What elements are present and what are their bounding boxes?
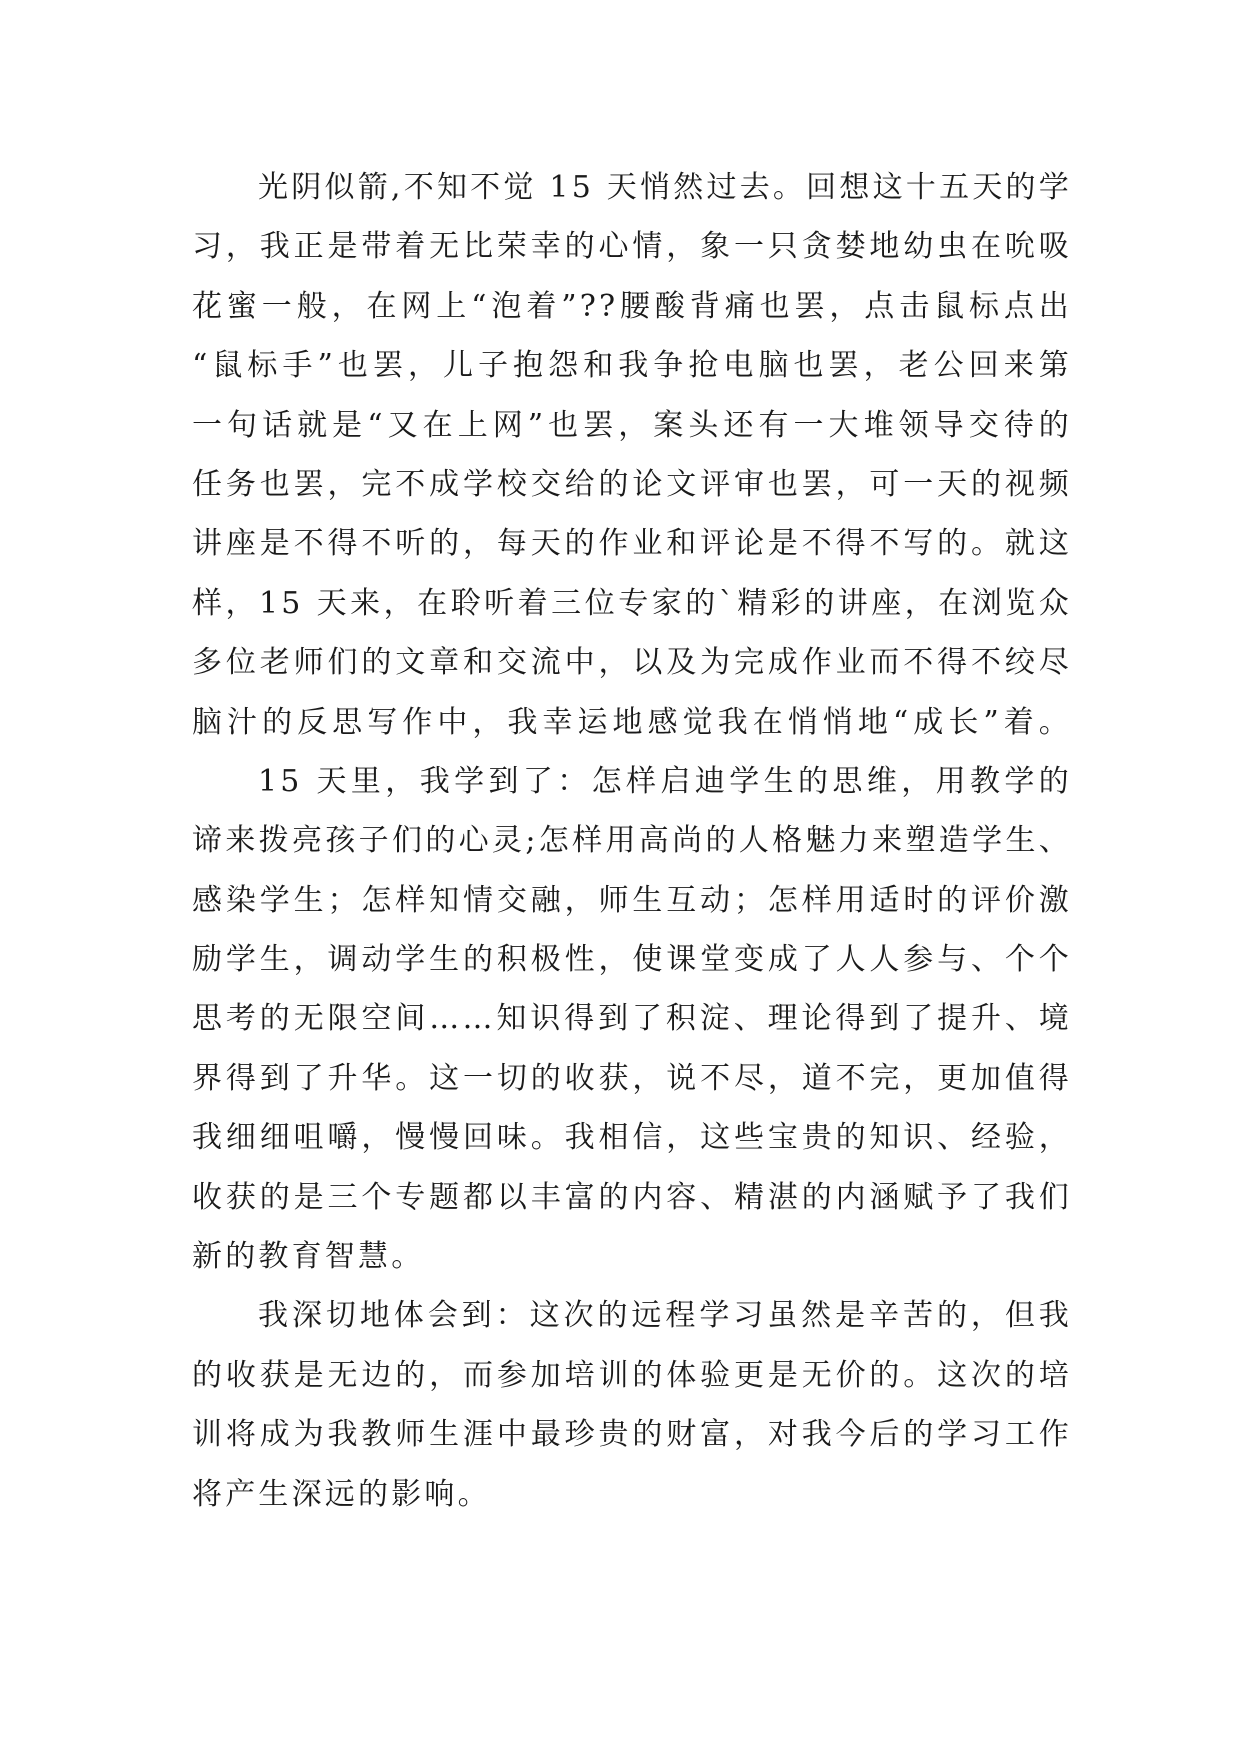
document-body	[192, 158, 1072, 1524]
text-line: 我深切地体会到：这次的远程学习虽然是辛苦的，但我	[258, 1298, 1072, 1334]
text-line: 思考的无限空间……知识得到了积淀、理论得到了提升、境	[192, 1001, 1072, 1037]
text-line: 多位老师们的文章和交流中，以及为完成作业而不得不绞尽	[192, 645, 1072, 681]
text-line: 谛来拨亮孩子们的心灵;怎样用高尚的人格魅力来塑造学生、	[192, 823, 1072, 859]
text-line: 一句话就是“又在上网”也罢，案头还有一大堆领导交待的	[192, 407, 1072, 443]
text-line: 将产生深远的影响。	[192, 1476, 491, 1512]
text-line: 样，15 天来，在聆听着三位专家的`精彩的讲座，在浏览众	[192, 585, 1072, 621]
text-line: “鼠标手”也罢，儿子抱怨和我争抢电脑也罢，老公回来第	[192, 348, 1072, 384]
text-line: 讲座是不得不听的，每天的作业和评论是不得不写的。就这	[192, 526, 1072, 562]
text-line: 我细细咀嚼，慢慢回味。我相信，这些宝贵的知识、经验，	[192, 1120, 1072, 1156]
text-line: 脑汁的反思写作中，我幸运地感觉我在悄悄地“成长”着。	[192, 704, 1072, 740]
text-line: 光阴似箭,不知不觉 15 天悄然过去。回想这十五天的学	[258, 170, 1072, 205]
text-line: 新的教育智慧。	[192, 1239, 425, 1275]
text-line: 的收获是无边的，而参加培训的体验更是无价的。这次的培	[192, 1357, 1072, 1393]
text-line: 训将成为我教师生涯中最珍贵的财富，对我今后的学习工作	[192, 1417, 1072, 1453]
text-line: 感染学生；怎样知情交融，师生互动；怎样用适时的评价激	[192, 882, 1072, 918]
text-line: 15 天里，我学到了：怎样启迪学生的思维，用教学的	[258, 763, 1072, 799]
text-line: 任务也罢，完不成学校交给的论文评审也罢，可一天的视频	[192, 466, 1072, 502]
text-line: 收获的是三个专题都以丰富的内容、精湛的内涵赋予了我们	[192, 1179, 1072, 1215]
text-line: 习，我正是带着无比荣幸的心情，象一只贪婪地幼虫在吮吸	[192, 229, 1072, 265]
text-line: 界得到了升华。这一切的收获，说不尽，道不完，更加值得	[192, 1060, 1072, 1096]
text-line: 花蜜一般，在网上“泡着”??腰酸背痛也罢，点击鼠标点出	[192, 288, 1072, 324]
text-line: 励学生，调动学生的积极性，使课堂变成了人人参与、个个	[192, 942, 1072, 978]
